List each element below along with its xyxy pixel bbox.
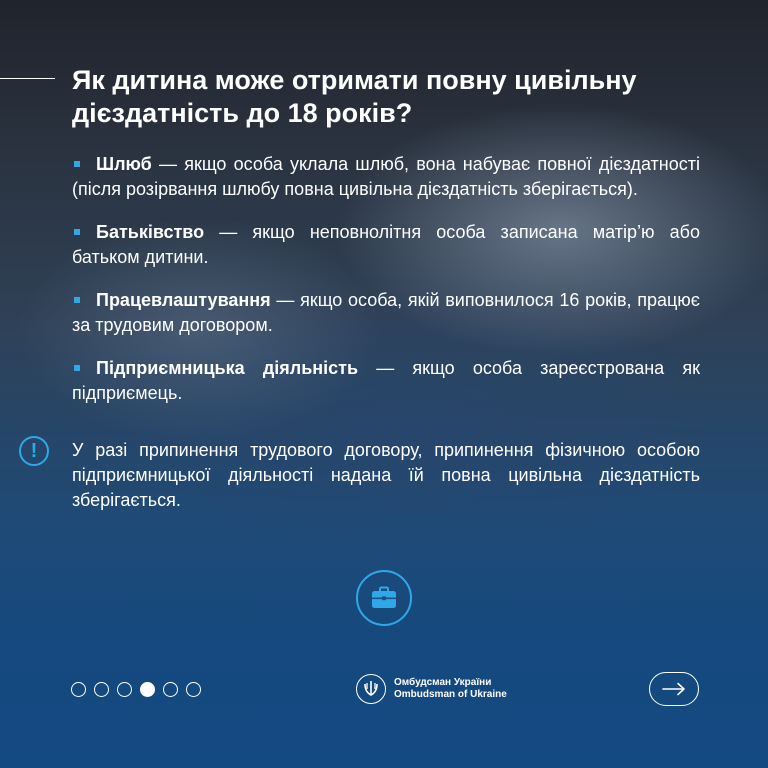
bullet-item-marriage — [72, 152, 700, 202]
square-bullet-icon — [74, 297, 80, 303]
bullet-text: — якщо особа уклала шлюб, вона набуває повної дієздатності (після розірвання шлюбу повна цивільна дієздатність зберігається). — [72, 154, 700, 199]
square-bullet-icon — [74, 229, 80, 235]
bullet-term: Підприємницька діяльність — [96, 358, 359, 378]
slide-title: Як дитина може отримати повну цивільну дієздатність до 18 років? — [72, 65, 637, 128]
briefcase-badge — [356, 570, 412, 626]
logo-text-english: Ombudsman of Ukraine — [394, 689, 507, 700]
title-rule — [0, 78, 55, 79]
bullet-item-entrepreneurship — [72, 356, 700, 406]
bullet-text: — якщо особа, якій виповнилося 16 років, працює за трудовим договором. — [72, 290, 700, 335]
page-dot-4-active[interactable] — [140, 682, 155, 697]
bullet-list — [72, 152, 700, 424]
ombudsman-emblem-icon — [356, 674, 386, 704]
bullet-item-employment — [72, 288, 700, 338]
page-dot-2[interactable] — [94, 682, 109, 697]
page-dot-3[interactable] — [117, 682, 132, 697]
square-bullet-icon — [74, 365, 80, 371]
bullet-term: Шлюб — [96, 154, 152, 174]
exclamation-icon: ! — [19, 436, 49, 466]
square-bullet-icon — [74, 161, 80, 167]
bullet-text: — якщо неповнолітня особа записана матір’ю або батьком дитини. — [72, 222, 700, 267]
bullet-term: Батьківство — [96, 222, 205, 242]
logo-text-ukrainian: Омбудсман України — [394, 677, 492, 688]
page-dot-5[interactable] — [163, 682, 178, 697]
bullet-text: — якщо особа зареєстрована як підприємець. — [72, 358, 700, 403]
briefcase-icon — [370, 584, 398, 612]
page-dot-6[interactable] — [186, 682, 201, 697]
bullet-term: Працевлаштування — [96, 290, 271, 310]
note-text: У разі припинення трудового договору, припинення фізичною особою підприємницької діяльності надана їй повна цивільна дієздатність зберігається. — [72, 440, 700, 510]
next-slide-button[interactable] — [649, 672, 699, 706]
arrow-right-icon — [662, 682, 686, 696]
ombudsman-logo — [356, 674, 556, 706]
bullet-item-parenthood — [72, 220, 700, 270]
page-dot-1[interactable] — [71, 682, 86, 697]
